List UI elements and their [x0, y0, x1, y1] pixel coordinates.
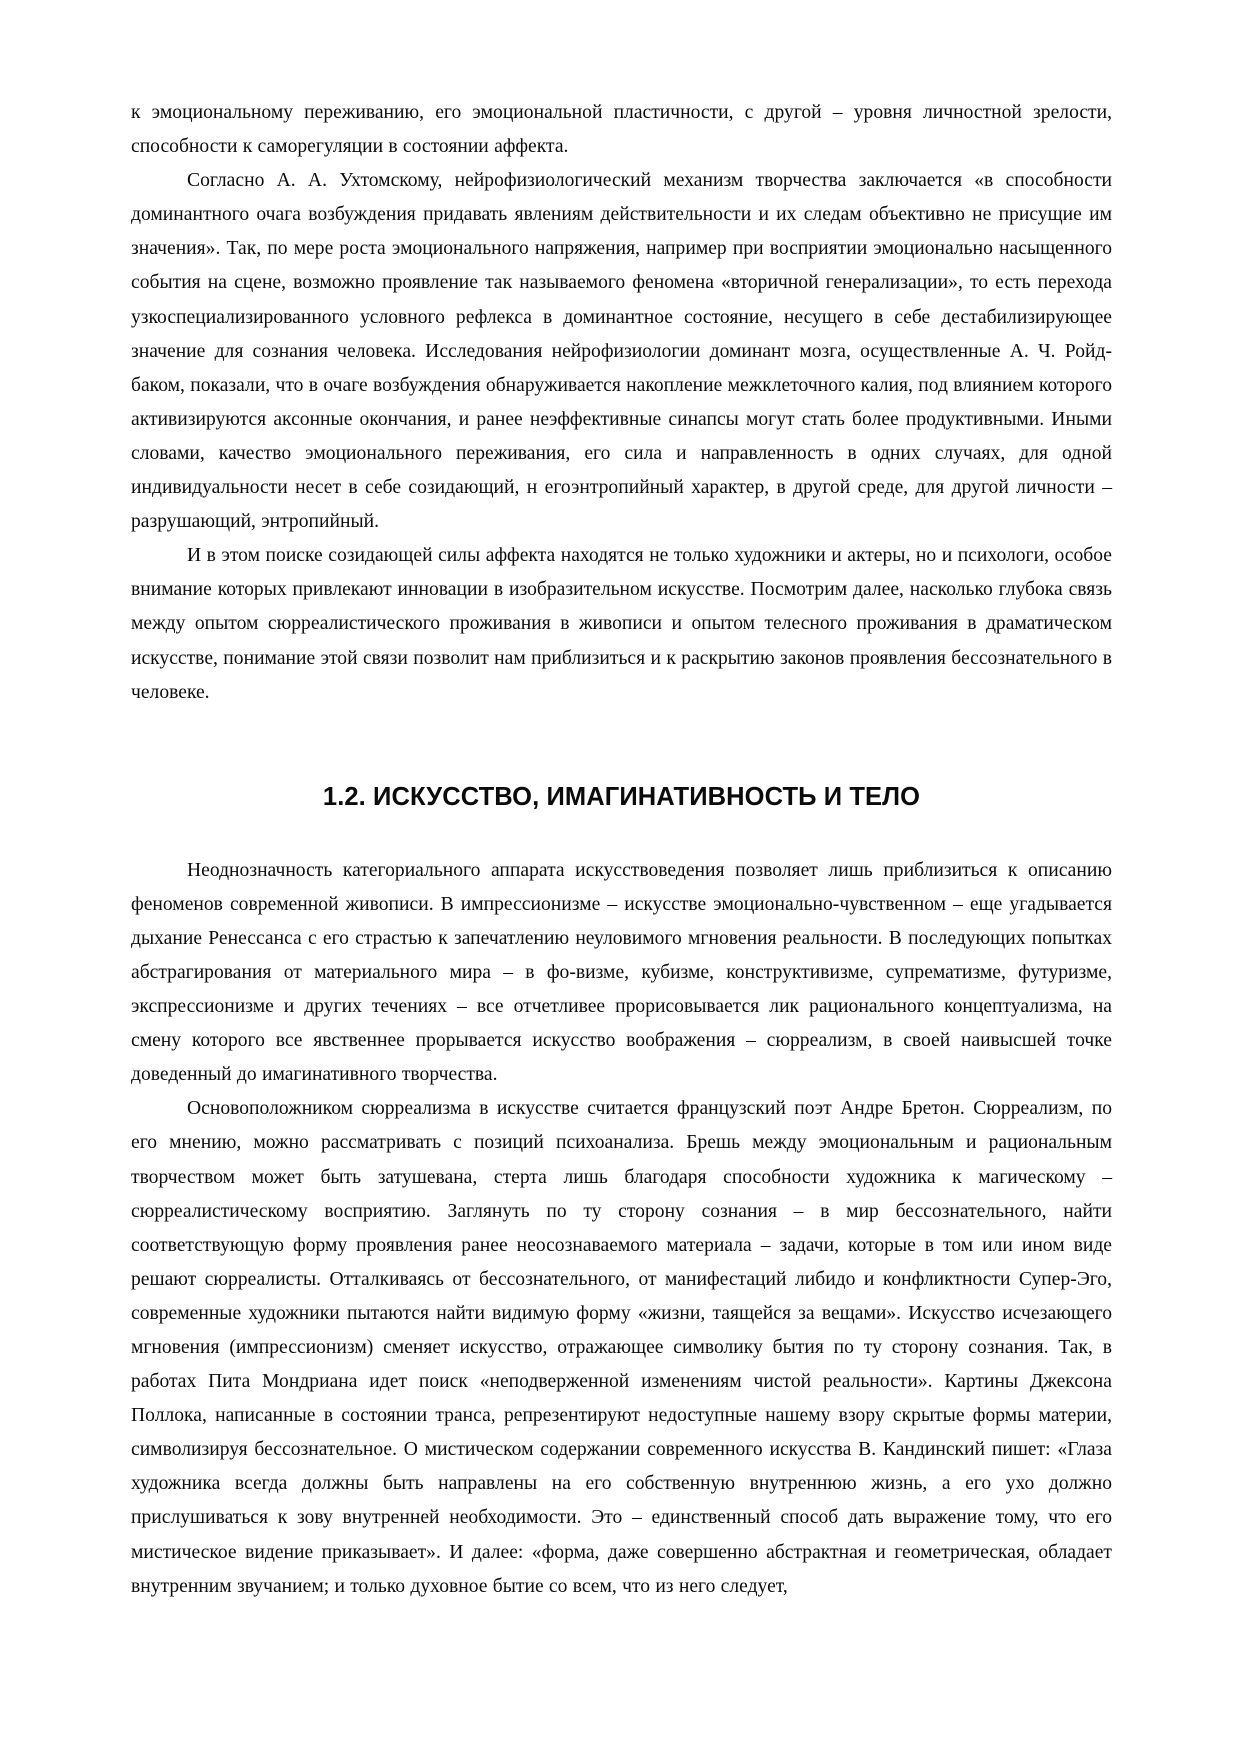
paragraph-ukhtomsky: Согласно А. А. Ухтомскому, нейрофизиологический механизм творчества заключается «в способности доминантного очага возбуждения придавать явлениям действительности и их следам объективно не присущие им значения». Так, по мере роста эмоционального напряжения, например при восприятии эмоционально насыщенного события на сцене, возможно проявление так называемого феномена «вторичной генерализации», то есть перехода узкоспециализированного условного рефлекса в доминантное состояние, несущего в себе дестабилизирующее значение для сознания человека. Исследования нейрофизиологии доминант мозга, осуществленные А. Ч. Ройд-баком, показали, что в очаге возбуждения обнаруживается накопление межклеточного калия, под влиянием которого активизируются аксонные окончания, и ранее неэффективные синапсы могут стать более продуктивными. Иными словами, качество эмоционального переживания, его сила и направленность в одних случаях, для одной индивидуальности несет в себе созидающий, н егоэнтропийный характер, в другой среде, для другой личности – разрушающий, энтропийный. — [131, 170, 1112, 533]
section-heading-1-2: 1.2. ИСКУССТВО, ИМАГИНАТИВНОСТЬ И ТЕЛО — [322, 782, 921, 811]
paragraph-intro-continuation: к эмоциональному переживанию, его эмоциональной пластичности, с другой – уровня личностной зрелости, способности к саморегуляции в состоянии аффекта. — [131, 102, 1112, 158]
heading-spacer-below — [131, 814, 1112, 854]
paragraph-art-terminology: Неоднозначность категориального аппарата искусствоведения позволяет лишь приблизиться к описанию феноменов современной живописи. В импрессионизме – искусстве эмоционально-чувственном – еще угадывается дыхание Ренессанса с его страстью к запечатлению неуловимого мгновения реальности. В последующих попытках абстрагирования от материального мира – в фо-визме, кубизме, конструктивизме, супрематизме, футуризме, экспрессионизме и других течениях – все отчетливее прорисовывается лик рационального концептуализма, на смену которого все явственнее прорывается искусство воображения – сюрреализм, в своей наивысшей точке доведенный до имагинативного творчества. — [131, 859, 1112, 1086]
paragraph-affect-search: И в этом поиске созидающей силы аффекта находятся не только художники и актеры, но и психологи, особое внимание которых привлекают инновации в изобразительном искусстве. Посмотрим далее, насколько глубока связь между опытом сюрреалистического проживания в живописи и опытом телесного проживания в драматическом искусстве, понимание этой связи позволит нам приблизиться и к раскрытию законов проявления бессознательного в человеке. — [131, 545, 1112, 703]
paragraph-surrealism-breton: Основоположником сюрреализма в искусстве считается французский поэт Андре Бретон. Сюрреализм, по его мнению, можно рассматривать с позиций психоанализа. Брешь между эмоциональным и рациональным творчеством может быть затушевана, стерта лишь благодаря способности художника к магическому – сюрреалистическому восприятию. Заглянуть по ту сторону сознания – в мир бессознательного, найти соответствующую форму проявления ранее неосознаваемого материала – задачи, которые в том или ином виде решают сюрреалисты. Отталкиваясь от бессознательного, от манифестаций либидо и конфликтности Супер-Эго, современные художники пытаются найти видимую форму «жизни, таящейся за вещами». Искусство исчезающего мгновения (импрессионизм) сменяет искусство, отражающее символику бытия по ту сторону сознания. Так, в работах Пита Мондриана идет поиск «неподверженной изменениям чистой реальности». Картины Джексона Поллока, написанные в состоянии транса, репрезентируют недоступные нашему взору скрытые формы материи, символизируя бессознательное. О мистическом содержании современного искусства В. Кандинский пишет: «Глаза художника всегда должны быть направлены на его собственную внутреннюю жизнь, а его ухо должно прислушиваться к зову внутренней необходимости. Это – единственный способ дать выражение тому, что его мистическое видение приказывает». И далее: «форма, даже совершенно абстрактная и геометрическая, обладает внутренним звучанием; и только духовное бытие со всем, что из него следует, — [131, 1098, 1112, 1597]
heading-spacer-above — [131, 710, 1112, 780]
page-text-column — [131, 96, 1112, 1604]
